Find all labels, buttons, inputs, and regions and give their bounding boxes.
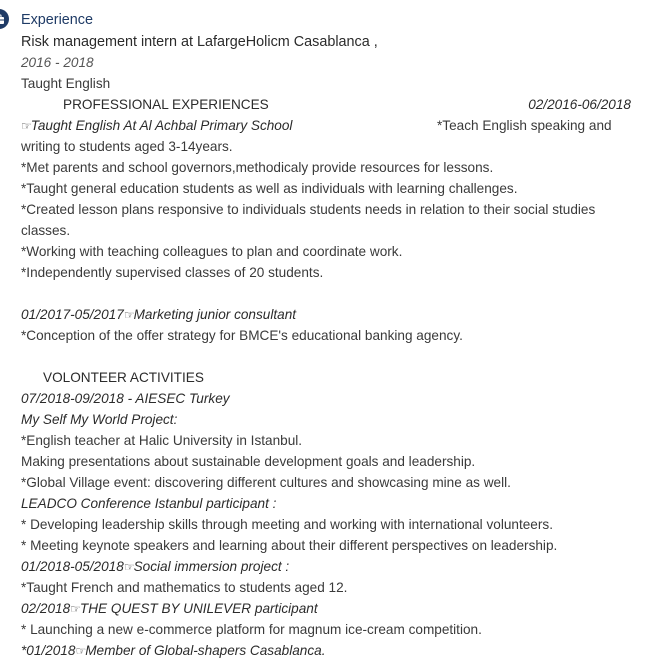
briefcase-icon-glyph (0, 14, 5, 25)
professional-bullet: *Created lesson plans responsive to individuals students needs in relation to their social studies (21, 202, 596, 217)
professional-date-range: 02/2016-06/2018 (528, 97, 631, 112)
leadco-line: * Developing leadership skills through meeting and working with international volunteers. (21, 517, 553, 532)
professional-heading: PROFESSIONAL EXPERIENCES (63, 97, 269, 112)
shapers-line (21, 642, 325, 660)
marketing-date: 01/2017-05/2017 (21, 307, 124, 322)
quest-detail: * Launching a new e-commerce platform for magnum ice-cream competition. (21, 622, 482, 637)
school-title: Taught English At Al Achbal Primary School (30, 118, 293, 133)
quest-line (21, 600, 318, 618)
quest-title: THE QUEST BY UNILEVER participant (79, 601, 318, 616)
volunteer-heading: VOLONTEER ACTIVITIES (43, 370, 204, 385)
shapers-date: *01/2018 (21, 643, 76, 658)
aiesec-line: 07/2018-09/2018 - AIESEC Turkey (21, 391, 230, 406)
marketing-title: Marketing junior consultant (133, 307, 297, 322)
immersion-date: 01/2018-05/2018 (21, 559, 124, 574)
school-line (21, 117, 292, 135)
pointing-hand-icon: ☞ (70, 602, 80, 616)
teach-line-end: writing to students aged 3-14years. (21, 139, 233, 154)
job-title: Risk management intern at LafargeHolicm Casablanca , (21, 34, 378, 50)
quest-date: 02/2018 (21, 601, 71, 616)
job-dates: 2016 - 2018 (21, 55, 94, 70)
briefcase-icon (0, 9, 9, 29)
marketing-line (21, 306, 296, 324)
immersion-detail: *Taught French and mathematics to students aged 12. (21, 580, 348, 595)
professional-bullet: *Working with teaching colleagues to plan and coordinate work. (21, 244, 403, 259)
project-line: Making presentations about sustainable development goals and leadership. (21, 454, 476, 469)
section-title: Experience (21, 12, 93, 28)
pointing-hand-icon: ☞ (75, 644, 86, 658)
job-summary: Taught English (21, 76, 111, 91)
project-line: *Global Village event: discovering different cultures and showcasing mine as well. (21, 475, 511, 490)
project-line: *English teacher at Halic University in Istanbul. (21, 433, 303, 448)
professional-bullet: *Met parents and school governors,methodicaly provide resources for lessons. (21, 160, 494, 175)
pointing-hand-icon: ☞ (123, 560, 134, 574)
pointing-hand-icon: ☞ (21, 119, 31, 133)
immersion-title: Social immersion project : (133, 559, 290, 574)
project-title: My Self My World Project: (21, 412, 178, 427)
leadco-line: * Meeting keynote speakers and learning about their different perspectives on leadership. (21, 538, 558, 553)
professional-bullet: *Taught general education students as well as individuals with learning challenges. (21, 181, 518, 196)
professional-bullet: *Independently supervised classes of 20 students. (21, 265, 324, 280)
pointing-hand-icon: ☞ (123, 308, 134, 322)
professional-bullet: classes. (21, 223, 71, 238)
immersion-line (21, 558, 289, 576)
leadco-title: LEADCO Conference Istanbul participant : (21, 496, 277, 511)
marketing-detail: *Conception of the offer strategy for BMCE's educational banking agency. (21, 328, 463, 343)
shapers-title: Member of Global-shapers Casablanca. (85, 643, 326, 658)
teach-line-start: *Teach English speaking and (437, 118, 612, 133)
